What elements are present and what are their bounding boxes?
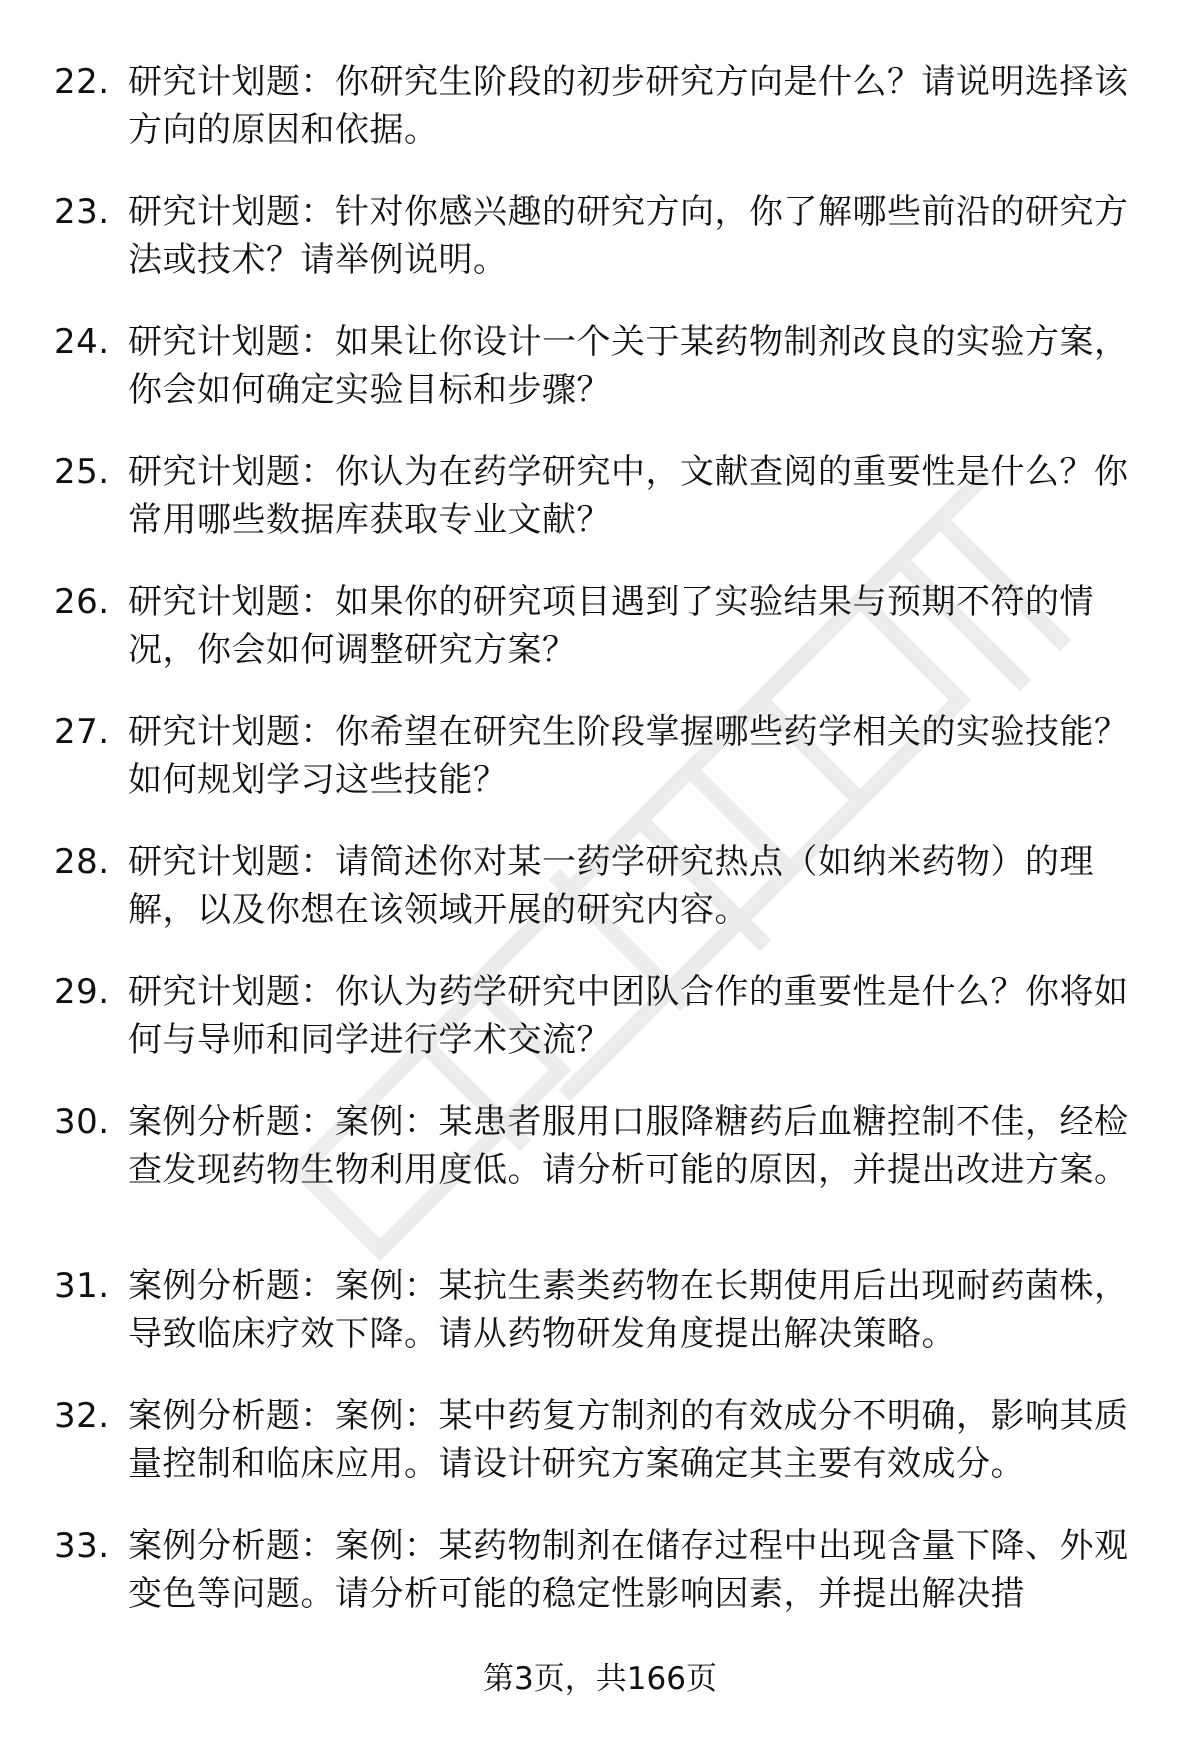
question-item xyxy=(0,188,1200,318)
question-number: 22. xyxy=(54,62,110,102)
question-number: 30. xyxy=(54,1102,110,1142)
question-text: 研究计划题：你研究生阶段的初步研究方向是什么？请说明选择该方向的原因和依据。 xyxy=(128,62,1129,150)
question-item xyxy=(0,1098,1200,1262)
question-number: 29. xyxy=(54,972,110,1012)
question-number: 32. xyxy=(54,1396,110,1436)
question-text: 案例分析题：案例：某中药复方制剂的有效成分不明确，影响其质量控制和临床应用。请设计研究方案确定其主要有效成分。 xyxy=(128,1396,1129,1484)
question-number: 33. xyxy=(54,1526,110,1566)
page-footer: 第3页，共166页 xyxy=(483,1661,717,1697)
question-number: 28. xyxy=(54,842,110,882)
question-item xyxy=(0,578,1200,708)
question-text: 研究计划题：如果让你设计一个关于某药物制剂改良的实验方案，你会如何确定实验目标和步骤？ xyxy=(128,322,1129,410)
question-item xyxy=(0,318,1200,448)
question-text: 研究计划题：你认为药学研究中团队合作的重要性是什么？你将如何与导师和同学进行学术交流？ xyxy=(128,972,1129,1060)
question-number: 31. xyxy=(54,1266,110,1306)
question-number: 26. xyxy=(54,582,110,622)
question-text: 案例分析题：案例：某患者服用口服降糖药后血糖控制不佳，经检查发现药物生物利用度低。请分析可能的原因，并提出改进方案。 xyxy=(128,1102,1129,1190)
question-text: 案例分析题：案例：某抗生素类药物在长期使用后出现耐药菌株，导致临床疗效下降。请从药物研发角度提出解决策略。 xyxy=(128,1266,1129,1354)
question-number: 27. xyxy=(54,712,110,752)
question-text: 研究计划题：请简述你对某一药学研究热点（如纳米药物）的理解，以及你想在该领域开展的研究内容。 xyxy=(128,842,1094,930)
question-item xyxy=(0,838,1200,968)
question-number: 25. xyxy=(54,452,110,492)
question-item xyxy=(0,708,1200,838)
question-number: 24. xyxy=(54,322,110,362)
question-text: 研究计划题：如果你的研究项目遇到了实验结果与预期不符的情况，你会如何调整研究方案？ xyxy=(128,582,1094,670)
question-number: 23. xyxy=(54,192,110,232)
question-list xyxy=(0,58,1200,1652)
question-text: 研究计划题：你希望在研究生阶段掌握哪些药学相关的实验技能？如何规划学习这些技能？ xyxy=(128,712,1129,800)
question-item xyxy=(0,1262,1200,1392)
question-text: 案例分析题：案例：某药物制剂在储存过程中出现含量下降、外观变色等问题。请分析可能的稳定性影响因素，并提出解决措 xyxy=(128,1526,1129,1614)
question-item xyxy=(0,1392,1200,1522)
question-item xyxy=(0,1522,1200,1652)
question-item xyxy=(0,448,1200,578)
question-item xyxy=(0,968,1200,1098)
question-text: 研究计划题：针对你感兴趣的研究方向，你了解哪些前沿的研究方法或技术？请举例说明。 xyxy=(128,192,1129,280)
question-item xyxy=(0,58,1200,188)
question-text: 研究计划题：你认为在药学研究中，文献查阅的重要性是什么？你常用哪些数据库获取专业文献？ xyxy=(128,452,1129,540)
